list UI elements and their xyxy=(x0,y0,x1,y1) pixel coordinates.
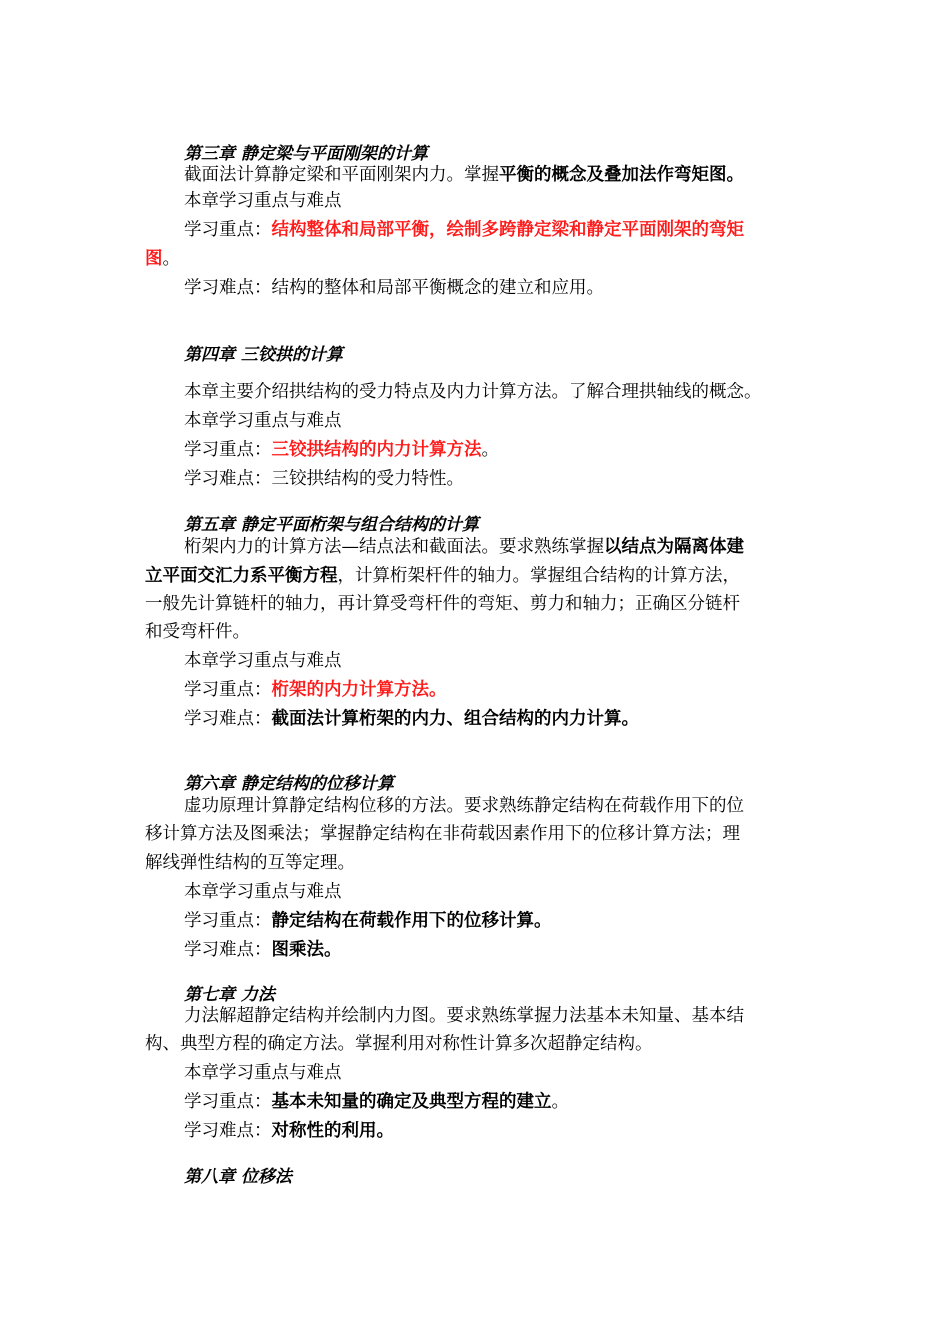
chapter-4-intro: 本章主要介绍拱结构的受力特点及内力计算方法。了解合理拱轴线的概念。 xyxy=(184,382,762,402)
chapter-6-intro-2: 移计算方法及图乘法；掌握静定结构在非荷载因素作用下的位移计算方法；理 xyxy=(145,824,740,844)
chapter-3-intro: 截面法计算静定梁和平面刚架内力。掌握平衡的概念及叠加法作弯矩图。 xyxy=(184,165,744,185)
chapter-8-title: 第八章 位移法 xyxy=(184,1167,292,1187)
chapter-7-title: 第七章 力法 xyxy=(184,985,275,1005)
chapter-5-intro-4: 和受弯杆件。 xyxy=(145,622,250,642)
chapter-3-title: 第三章 静定梁与平面刚架的计算 xyxy=(184,144,428,164)
chapter-5-title: 第五章 静定平面桁架与组合结构的计算 xyxy=(184,515,479,535)
chapter-7-intro-1: 力法解超静定结构并绘制内力图。要求熟练掌握力法基本未知量、基本结 xyxy=(184,1006,744,1026)
chapter-5-subheading: 本章学习重点与难点 xyxy=(184,651,342,671)
chapter-4-subheading: 本章学习重点与难点 xyxy=(184,411,342,431)
chapter-5-intro-3: 一般先计算链杆的轴力，再计算受弯杆件的弯矩、剪力和轴力；正确区分链杆 xyxy=(145,594,740,614)
chapter-3-difficulty: 学习难点：结构的整体和局部平衡概念的建立和应用。 xyxy=(184,278,604,298)
chapter-6-difficulty: 学习难点：图乘法。 xyxy=(184,940,342,960)
chapter-5-key-point: 学习重点：桁架的内力计算方法。 xyxy=(184,680,447,700)
chapter-5-intro-2: 立平面交汇力系平衡方程，计算桁架杆件的轴力。掌握组合结构的计算方法， xyxy=(145,566,740,586)
chapter-3-key-point-cont: 图。 xyxy=(145,249,180,269)
chapter-7-difficulty: 学习难点：对称性的利用。 xyxy=(184,1121,394,1141)
chapter-3-subheading: 本章学习重点与难点 xyxy=(184,191,342,211)
chapter-6-subheading: 本章学习重点与难点 xyxy=(184,882,342,902)
chapter-3-key-point: 学习重点：结构整体和局部平衡，绘制多跨静定梁和静定平面刚架的弯矩 xyxy=(184,220,744,240)
chapter-4-key-point: 学习重点：三铰拱结构的内力计算方法。 xyxy=(184,440,499,460)
chapter-6-intro-3: 解线弹性结构的互等定理。 xyxy=(145,853,355,873)
chapter-7-intro-2: 构、典型方程的确定方法。掌握利用对称性计算多次超静定结构。 xyxy=(145,1034,653,1054)
chapter-6-title: 第六章 静定结构的位移计算 xyxy=(184,774,394,794)
chapter-6-key-point: 学习重点：静定结构在荷载作用下的位移计算。 xyxy=(184,911,552,931)
chapter-7-key-point: 学习重点：基本未知量的确定及典型方程的建立。 xyxy=(184,1092,569,1112)
chapter-4-difficulty: 学习难点：三铰拱结构的受力特性。 xyxy=(184,469,464,489)
chapter-6-intro-1: 虚功原理计算静定结构位移的方法。要求熟练静定结构在荷载作用下的位 xyxy=(184,796,744,816)
chapter-7-subheading: 本章学习重点与难点 xyxy=(184,1063,342,1083)
chapter-5-difficulty: 学习难点：截面法计算桁架的内力、组合结构的内力计算。 xyxy=(184,709,639,729)
chapter-5-intro-1: 桁架内力的计算方法—结点法和截面法。要求熟练掌握以结点为隔离体建 xyxy=(184,537,744,557)
chapter-4-title: 第四章 三铰拱的计算 xyxy=(184,345,343,365)
